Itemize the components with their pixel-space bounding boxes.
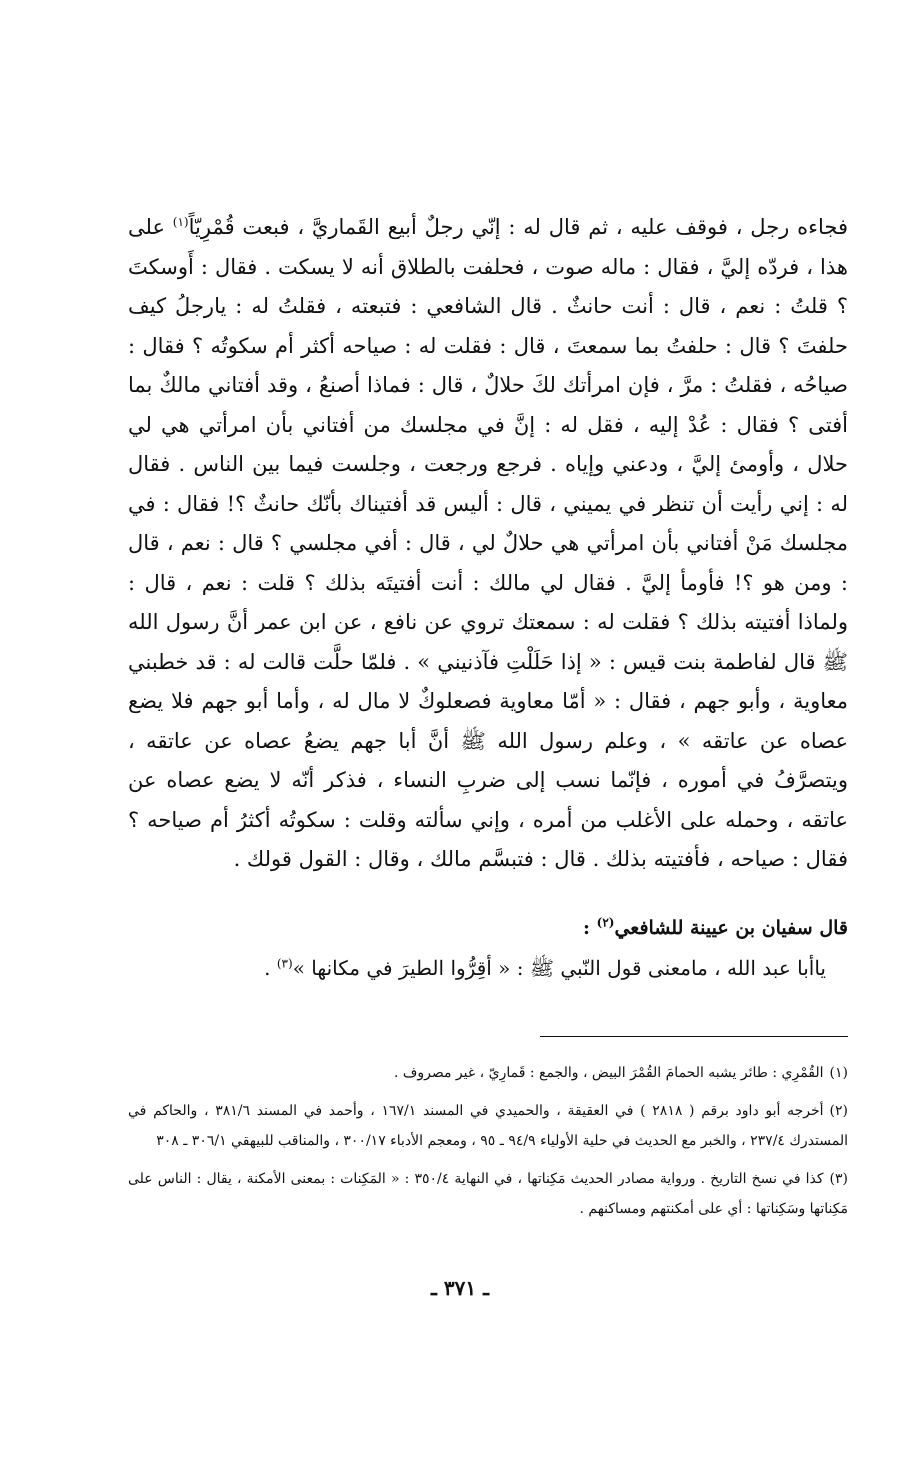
footnotes-section — [128, 1058, 848, 1232]
main-text-block — [128, 208, 848, 880]
quote-body: ياأبا عبد الله ، مامعنى قول النّبي ﷺ : « أقِرُّوا الطيرَ في مكانها » — [292, 956, 826, 980]
footnote-number: (٣) — [829, 1171, 848, 1187]
footnote-number: (١) — [829, 1065, 848, 1081]
paragraph-text-rest: على هذا ، فردّه إليَّ ، فقال : ماله صوت ، فحلفت بالطلاق أنه لا يسكت . فقال : أَوسكتَ ؟ قلتُ : نعم ، قال : أنت حانثٌ . قال الشافعي : فتبعته ، فقلتُ له : يارجلُ كيف حلفتَ ؟ قال : حلفتُ بما سمعتَ ، قال : فقلت له : صياحه أكثر أم سكوتُه ؟ فقال : صياحُه ، فقلتُ : مرَّ ، فإن امرأتك لكَ حلالٌ ، قال : فماذا أصنعُ ، وقد أفتاني مالكٌ بما أفتى ؟ فقال : عُدْ إليه ، فقل له : إنَّ في مجلسك من أفتاني بأن امرأتي هي لي حلال ، وأومئ إليَّ ، ودعني وإياه . فرجع ورجعت ، وجلست فيما بين الناس . فقال له : إني رأيت أن تنظر في يميني ، قال : أليس قد أفتيناك بأنّك حانثٌ ؟! فقال : في مجلسك مَنْ أفتاني بأن امرأتي هي حلالٌ لي ، قال : أفي مجلسي ؟ قال : نعم ، قال : ومن هو ؟! فأومأ إليَّ . فقال لي مالك : أنت أفتيتَه بذلك ؟ قلت : نعم ، قال : ولماذا أفتيته بذلك ؟ فقلت له : سمعتك تروي عن نافع ، عن ابن عمر أنَّ رسول الله ﷺ قال لفاطمة بنت قيس : « إذا حَلَلْتِ فآذنيني » . فلمّا حلَّت قالت له : قد خطبني معاوية ، وأبو جهم ، فقال : « أمّا معاوية فصعلوكٌ لا مال له ، وأما أبو جهم فلا يضع عصاه عن عاتقه » ، وعلم رسول الله ﷺ أنَّ أبا جهم يضعُ عصاه عن عاتقه ، ويتصرَّفُ في أموره ، فإنّما نسب إلى ضربِ النساء ، فذكر أنّه لا يضع عصاه عن عاتقه ، وحمله على الأغلب من أمره ، وإني سألته وقلت : سكوتُه أكثرُ أم صياحه ؟ فقال : صياحه ، فأفتيته بذلك . قال : فتبسَّم مالك ، وقال : القول قولك . — [128, 215, 848, 871]
footnote-2-reference: (٢) — [596, 915, 615, 930]
footnote-number: (٢) — [829, 1103, 848, 1119]
quote-text — [128, 948, 848, 988]
quote-heading-end: : — [583, 917, 597, 939]
main-paragraph — [128, 208, 848, 880]
quote-section — [128, 908, 848, 988]
footnote-3-reference: (٣) — [276, 956, 293, 971]
page-number: ـ ٣٧١ ـ — [431, 1276, 489, 1300]
paragraph-text-start: فجاءه رجل ، فوقف عليه ، ثم قال له : إنّي رجلٌ أبيع القَماريَّ ، فبعت قُمْرِيّاً — [188, 215, 848, 239]
quote-end: . — [264, 956, 277, 980]
footnote-2 — [128, 1096, 848, 1156]
footnote-text: أخرجه أبو داود برقم ( ٢٨١٨ ) في العقيقة ، والحميدي في المسند ١٦٧/١ ، وأحمد في المسند ٣٨١/٦ ، والحاكم في المستدرك ٢٣٧/٤ ، والخبر مع الحديث في حلية الأولياء ٩٤/٩ ـ ٩٥ ، ومعجم الأدباء ٣٠٠/١٧ ، والمناقب للبيهقي ٣٠٦/١ ـ ٣٠٨ — [128, 1103, 848, 1149]
quote-heading — [128, 908, 848, 948]
footnote-text: القُمْرِي : طائر يشبه الحمامَ القُمْرَ البيض ، والجمع : قَمارِيّ ، غير مصروف . — [393, 1065, 824, 1081]
footnote-separator — [540, 1036, 848, 1037]
footnote-1-reference: (١) — [172, 215, 189, 229]
footnote-1 — [128, 1058, 848, 1088]
quote-heading-text: قال سفيان بن عيينة للشافعي — [614, 917, 848, 939]
footnote-3 — [128, 1164, 848, 1224]
footnote-text: كذا في نسخ التاريخ . ورواية مصادر الحديث مَكِناتها ، في النهاية ٣٥٠/٤ : « المَكِنات : بمعنى الأمكنة ، يقال : الناس على مَكِناتها وسَكِناتها : أي على أمكنتهم ومساكنهم . — [128, 1171, 848, 1217]
